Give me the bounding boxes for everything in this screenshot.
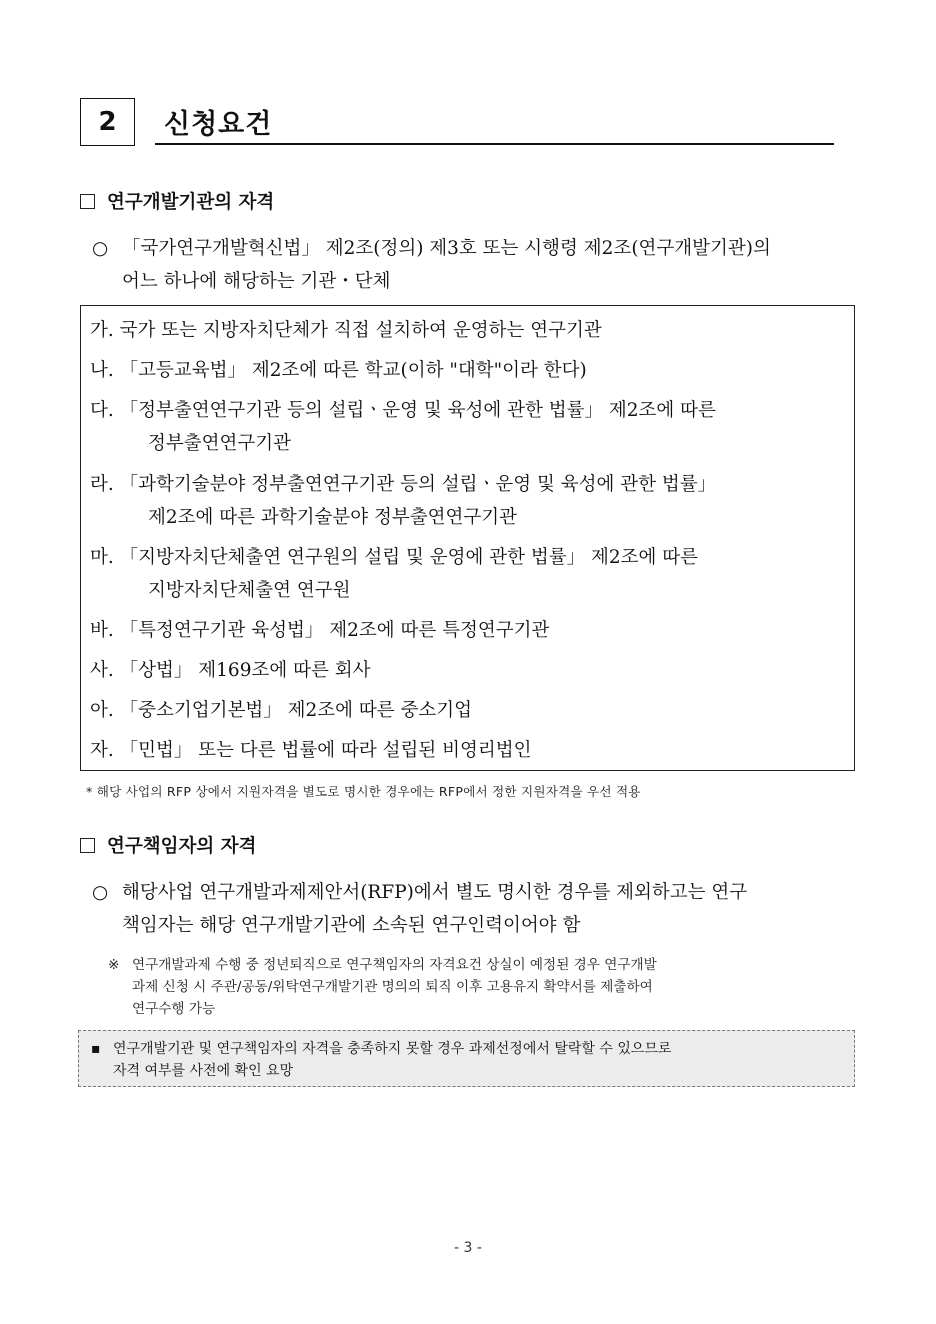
- note-line: 연구수행 가능: [132, 1001, 216, 1017]
- page-number: - 3 -: [454, 1240, 482, 1256]
- reference-mark-icon: ※: [108, 957, 120, 973]
- section-number: 2: [80, 98, 135, 146]
- list-item: [90, 734, 532, 767]
- list-item: [90, 614, 549, 647]
- note-line: 과제 신청 시 주관/공동/위탁연구개발기관 명의의 퇴직 이후 고용유지 확약서를 제출하여: [132, 979, 653, 995]
- item-mark: 마.: [90, 547, 114, 568]
- item-continuation: 지방자치단체출연 연구원: [148, 580, 351, 601]
- institution-heading: [80, 188, 274, 214]
- item-text: 「민법」 또는 다른 법률에 따라 설립된 비영리법인: [119, 740, 532, 761]
- square-bullet-icon: ▪: [91, 1041, 101, 1057]
- note-line: 연구개발과제 수행 중 정년퇴직으로 연구책임자의 자격요건 상실이 예정된 경우 연구개발: [132, 957, 657, 973]
- list-item: [90, 654, 370, 687]
- list-item: [90, 694, 472, 727]
- item-mark: 나.: [90, 360, 114, 381]
- item-mark: 가.: [90, 320, 114, 341]
- retirement-note: [108, 954, 858, 1020]
- item-mark: 아.: [90, 700, 114, 721]
- section-header: [80, 98, 834, 146]
- item-mark: 바.: [90, 620, 114, 641]
- notice-box: [78, 1030, 855, 1087]
- item-mark: 사.: [90, 660, 114, 681]
- checkbox-square-icon: [80, 194, 95, 209]
- item-mark: 자.: [90, 740, 114, 761]
- item-text: 국가 또는 지방자치단체가 직접 설치하여 운영하는 연구기관: [119, 320, 602, 341]
- item-text: 「정부출연연구기관 등의 설립ㆍ운영 및 육성에 관한 법률」 제2조에 따른: [119, 400, 716, 421]
- researcher-line-1: 해당사업 연구개발과제제안서(RFP)에서 별도 명시한 경우를 제외하고는 연구: [122, 882, 748, 903]
- rfp-footnote: * 해당 사업의 RFP 상에서 지원자격을 별도로 명시한 경우에는 RFP에서 정한 지원자격을 우선 적용: [86, 784, 641, 799]
- item-text: 「중소기업기본법」 제2조에 따른 중소기업: [119, 700, 473, 721]
- item-text: 「과학기술분야 정부출연연구기관 등의 설립ㆍ운영 및 육성에 관한 법률」: [119, 474, 717, 495]
- section-underline: [155, 143, 834, 145]
- researcher-line-2: 책임자는 해당 연구개발기관에 소속된 연구인력이어야 함: [122, 915, 581, 936]
- list-item: [90, 354, 587, 387]
- researcher-paragraph: [92, 876, 862, 942]
- item-text: 「특정연구기관 육성법」 제2조에 따른 특정연구기관: [119, 620, 550, 641]
- circle-bullet-icon: ○: [92, 882, 109, 903]
- institution-heading-text: 연구개발기관의 자격: [107, 192, 275, 213]
- item-text: 「상법」 제169조에 따른 회사: [119, 660, 371, 681]
- list-item: [90, 394, 716, 460]
- list-item: [90, 468, 716, 534]
- notice-line-1: 연구개발기관 및 연구책임자의 자격을 충족하지 못할 경우 과제선정에서 탈락할 수 있으므로: [113, 1041, 672, 1057]
- item-text: 「지방자치단체출연 연구원의 설립 및 운영에 관한 법률」 제2조에 따른: [119, 547, 698, 568]
- list-item: [90, 314, 602, 347]
- institution-line-1: 「국가연구개발혁신법」 제2조(정의) 제3호 또는 시행령 제2조(연구개발기관)의: [122, 238, 771, 259]
- item-continuation: 정부출연연구기관: [148, 433, 291, 454]
- item-text: 「고등교육법」 제2조에 따른 학교(이하 "대학"이라 한다): [119, 360, 587, 381]
- item-mark: 라.: [90, 474, 114, 495]
- checkbox-square-icon: [80, 838, 95, 853]
- institution-paragraph: [92, 232, 862, 298]
- item-continuation: 제2조에 따른 과학기술분야 정부출연연구기관: [148, 507, 517, 528]
- circle-bullet-icon: ○: [92, 238, 109, 259]
- researcher-heading: [80, 832, 256, 858]
- item-mark: 다.: [90, 400, 114, 421]
- institution-line-2: 어느 하나에 해당하는 기관・단체: [122, 271, 391, 292]
- researcher-heading-text: 연구책임자의 자격: [107, 836, 257, 857]
- section-title: 신청요건: [164, 109, 273, 140]
- notice-line-2: 자격 여부를 사전에 확인 요망: [113, 1063, 294, 1079]
- list-item: [90, 541, 698, 607]
- institution-list-box: [80, 305, 855, 771]
